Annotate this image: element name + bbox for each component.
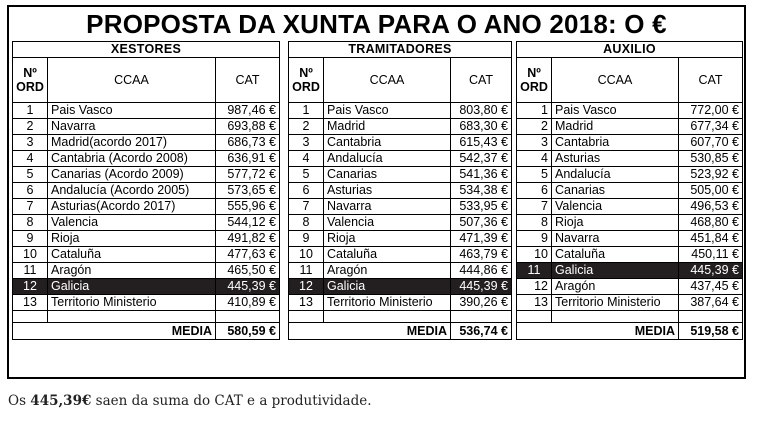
table-row xyxy=(13,183,280,199)
row-ord: 9 xyxy=(517,231,552,247)
row-ord: 4 xyxy=(13,151,48,167)
col-header-ccaa: CCAA xyxy=(48,58,216,103)
row-ccaa: Madrid(acordo 2017) xyxy=(48,135,216,151)
table-row xyxy=(289,167,512,183)
table-row xyxy=(13,263,280,279)
row-cat: 803,80 € xyxy=(451,103,512,119)
caption xyxy=(8,393,372,409)
row-ccaa: Territorio Ministerio xyxy=(48,295,216,311)
table-row xyxy=(289,135,512,151)
table-row xyxy=(517,167,743,183)
row-ccaa: Valencia xyxy=(48,215,216,231)
table-row xyxy=(517,263,743,279)
table-row xyxy=(289,199,512,215)
table-row xyxy=(289,215,512,231)
row-ord: 12 xyxy=(289,279,324,295)
panel-xestores xyxy=(12,41,280,340)
row-ord: 6 xyxy=(289,183,324,199)
row-cat: 530,85 € xyxy=(679,151,743,167)
table-row xyxy=(517,119,743,135)
row-ord: 11 xyxy=(289,263,324,279)
column-header-row xyxy=(13,58,280,103)
row-ord: 5 xyxy=(517,167,552,183)
media-value: 536,74 € xyxy=(451,323,512,340)
row-ord: 2 xyxy=(13,119,48,135)
row-ord: 1 xyxy=(13,103,48,119)
col-header-ccaa: CCAA xyxy=(324,58,451,103)
table-row xyxy=(517,103,743,119)
table-auxilio xyxy=(516,41,743,340)
col-header-ord-line2: ORD xyxy=(292,80,320,94)
blank-cell xyxy=(48,311,216,323)
row-ord: 12 xyxy=(517,279,552,295)
row-ccaa: Andalucía (Acordo 2005) xyxy=(48,183,216,199)
row-ccaa: Asturias xyxy=(324,183,451,199)
row-cat: 468,80 € xyxy=(679,215,743,231)
panel-header-row xyxy=(289,42,512,58)
row-ccaa: Galicia xyxy=(552,263,679,279)
row-ord: 13 xyxy=(289,295,324,311)
row-ccaa: Madrid xyxy=(324,119,451,135)
row-ord: 7 xyxy=(517,199,552,215)
row-ccaa: Cataluña xyxy=(324,247,451,263)
table-row xyxy=(517,279,743,295)
row-ccaa: Pais Vasco xyxy=(48,103,216,119)
row-ord: 8 xyxy=(289,215,324,231)
row-cat: 542,37 € xyxy=(451,151,512,167)
row-ord: 10 xyxy=(13,247,48,263)
table-row xyxy=(13,247,280,263)
row-ccaa: Aragón xyxy=(324,263,451,279)
table-row xyxy=(13,279,280,295)
row-ord: 6 xyxy=(517,183,552,199)
table-row xyxy=(289,183,512,199)
column-header-row xyxy=(289,58,512,103)
row-ccaa: Territorio Ministerio xyxy=(324,295,451,311)
row-ccaa: Rioja xyxy=(552,215,679,231)
row-ccaa: Aragón xyxy=(552,279,679,295)
table-row xyxy=(517,199,743,215)
row-cat: 444,86 € xyxy=(451,263,512,279)
table-row xyxy=(289,103,512,119)
row-cat: 463,79 € xyxy=(451,247,512,263)
row-ord: 11 xyxy=(13,263,48,279)
row-ccaa: Madrid xyxy=(552,119,679,135)
row-ccaa: Cantabria xyxy=(324,135,451,151)
row-cat: 437,45 € xyxy=(679,279,743,295)
blank-cell xyxy=(517,311,552,323)
media-label: MEDIA xyxy=(289,323,451,340)
row-cat: 607,70 € xyxy=(679,135,743,151)
row-cat: 496,53 € xyxy=(679,199,743,215)
row-cat: 451,84 € xyxy=(679,231,743,247)
row-ccaa: Cataluña xyxy=(48,247,216,263)
row-ccaa: Galicia xyxy=(48,279,216,295)
col-header-ord xyxy=(517,58,552,103)
table-row xyxy=(289,247,512,263)
row-ccaa: Rioja xyxy=(48,231,216,247)
blank-cell xyxy=(679,311,743,323)
row-cat: 390,26 € xyxy=(451,295,512,311)
row-cat: 555,96 € xyxy=(216,199,280,215)
row-cat: 693,88 € xyxy=(216,119,280,135)
blank-cell xyxy=(289,311,324,323)
row-ord: 9 xyxy=(289,231,324,247)
row-ord: 5 xyxy=(289,167,324,183)
row-ord: 11 xyxy=(517,263,552,279)
row-ord: 2 xyxy=(517,119,552,135)
row-cat: 533,95 € xyxy=(451,199,512,215)
row-ccaa: Asturias(Acordo 2017) xyxy=(48,199,216,215)
col-header-cat: CAT xyxy=(451,58,512,103)
table-row xyxy=(13,295,280,311)
row-cat: 491,82 € xyxy=(216,231,280,247)
table-row xyxy=(13,167,280,183)
row-ord: 4 xyxy=(289,151,324,167)
row-ord: 10 xyxy=(517,247,552,263)
col-header-cat: CAT xyxy=(679,58,743,103)
col-header-ord-line1: Nº xyxy=(527,66,541,80)
row-ord: 1 xyxy=(517,103,552,119)
row-ord: 5 xyxy=(13,167,48,183)
table-row xyxy=(13,135,280,151)
table-row xyxy=(13,231,280,247)
row-ord: 4 xyxy=(517,151,552,167)
media-row xyxy=(517,323,743,340)
row-ord: 6 xyxy=(13,183,48,199)
row-cat: 507,36 € xyxy=(451,215,512,231)
row-ccaa: Pais Vasco xyxy=(324,103,451,119)
table-row xyxy=(517,151,743,167)
blank-row xyxy=(517,311,743,323)
row-ord: 1 xyxy=(289,103,324,119)
row-cat: 450,11 € xyxy=(679,247,743,263)
media-label: MEDIA xyxy=(517,323,679,340)
media-value: 580,59 € xyxy=(216,323,280,340)
page-title: PROPOSTA DA XUNTA PARA O ANO 2018: O € xyxy=(86,9,667,39)
table-row xyxy=(289,119,512,135)
panel-header-row xyxy=(13,42,280,58)
row-cat: 477,63 € xyxy=(216,247,280,263)
table-row xyxy=(13,119,280,135)
table-row xyxy=(517,183,743,199)
table-row xyxy=(517,231,743,247)
row-cat: 772,00 € xyxy=(679,103,743,119)
row-cat: 534,38 € xyxy=(451,183,512,199)
panel-name: TRAMITADORES xyxy=(289,42,512,58)
document-table-sheet xyxy=(7,5,746,379)
table-row xyxy=(517,247,743,263)
row-ord: 9 xyxy=(13,231,48,247)
table-row xyxy=(13,215,280,231)
row-ord: 8 xyxy=(13,215,48,231)
col-header-ord-line2: ORD xyxy=(520,80,548,94)
panel-name: AUXILIO xyxy=(517,42,743,58)
row-ord: 7 xyxy=(13,199,48,215)
panel-auxilio xyxy=(516,41,743,340)
column-header-row xyxy=(517,58,743,103)
media-row xyxy=(289,323,512,340)
caption-prefix: Os xyxy=(8,393,31,409)
table-row xyxy=(13,103,280,119)
caption-amount: 445,39€ xyxy=(30,393,92,409)
row-ccaa: Navarra xyxy=(48,119,216,135)
table-row xyxy=(289,279,512,295)
table-row xyxy=(289,263,512,279)
col-header-ord-line1: Nº xyxy=(299,66,313,80)
row-cat: 544,12 € xyxy=(216,215,280,231)
row-cat: 577,72 € xyxy=(216,167,280,183)
table-tramitadores xyxy=(288,41,512,340)
row-ccaa: Valencia xyxy=(552,199,679,215)
panel-tramitadores xyxy=(288,41,512,340)
row-cat: 636,91 € xyxy=(216,151,280,167)
col-header-ord xyxy=(13,58,48,103)
table-row xyxy=(289,151,512,167)
row-ccaa: Galicia xyxy=(324,279,451,295)
media-value: 519,58 € xyxy=(679,323,743,340)
table-row xyxy=(289,231,512,247)
media-label: MEDIA xyxy=(13,323,216,340)
row-ccaa: Cantabria xyxy=(552,135,679,151)
row-ccaa: Asturias xyxy=(552,151,679,167)
table-row xyxy=(13,199,280,215)
blank-cell xyxy=(552,311,679,323)
table-xestores xyxy=(12,41,280,340)
row-ord: 13 xyxy=(517,295,552,311)
blank-cell xyxy=(451,311,512,323)
row-cat: 573,65 € xyxy=(216,183,280,199)
row-ccaa: Valencia xyxy=(324,215,451,231)
row-cat: 523,92 € xyxy=(679,167,743,183)
row-cat: 683,30 € xyxy=(451,119,512,135)
row-cat: 445,39 € xyxy=(679,263,743,279)
table-row xyxy=(13,151,280,167)
row-cat: 677,34 € xyxy=(679,119,743,135)
row-ccaa: Andalucía xyxy=(324,151,451,167)
row-ccaa: Rioja xyxy=(324,231,451,247)
row-cat: 987,46 € xyxy=(216,103,280,119)
caption-text: saen da suma do CAT e a produtividade. xyxy=(91,393,372,409)
col-header-ord-line1: Nº xyxy=(23,66,37,80)
row-ord: 3 xyxy=(13,135,48,151)
row-cat: 387,64 € xyxy=(679,295,743,311)
col-header-ord-line2: ORD xyxy=(16,80,44,94)
col-header-cat: CAT xyxy=(216,58,280,103)
row-ord: 7 xyxy=(289,199,324,215)
table-row xyxy=(517,295,743,311)
row-ord: 13 xyxy=(13,295,48,311)
blank-row xyxy=(13,311,280,323)
row-cat: 541,36 € xyxy=(451,167,512,183)
row-cat: 410,89 € xyxy=(216,295,280,311)
col-header-ord xyxy=(289,58,324,103)
row-ccaa: Navarra xyxy=(324,199,451,215)
blank-cell xyxy=(13,311,48,323)
row-cat: 465,50 € xyxy=(216,263,280,279)
row-cat: 615,43 € xyxy=(451,135,512,151)
row-ord: 3 xyxy=(289,135,324,151)
media-row xyxy=(13,323,280,340)
blank-cell xyxy=(324,311,451,323)
row-ord: 12 xyxy=(13,279,48,295)
row-cat: 445,39 € xyxy=(216,279,280,295)
row-ccaa: Aragón xyxy=(48,263,216,279)
row-cat: 686,73 € xyxy=(216,135,280,151)
row-ord: 3 xyxy=(517,135,552,151)
row-ccaa: Cantabria (Acordo 2008) xyxy=(48,151,216,167)
row-ccaa: Andalucía xyxy=(552,167,679,183)
table-row xyxy=(289,295,512,311)
row-ord: 2 xyxy=(289,119,324,135)
row-cat: 505,00 € xyxy=(679,183,743,199)
col-header-ccaa: CCAA xyxy=(552,58,679,103)
row-ccaa: Canarias (Acordo 2009) xyxy=(48,167,216,183)
row-ord: 10 xyxy=(289,247,324,263)
row-ccaa: Navarra xyxy=(552,231,679,247)
panel-header-row xyxy=(517,42,743,58)
row-cat: 445,39 € xyxy=(451,279,512,295)
row-ccaa: Pais Vasco xyxy=(552,103,679,119)
table-row xyxy=(517,135,743,151)
blank-cell xyxy=(216,311,280,323)
row-ccaa: Canarias xyxy=(324,167,451,183)
row-ccaa: Canarias xyxy=(552,183,679,199)
row-ccaa: Territorio Ministerio xyxy=(552,295,679,311)
table-row xyxy=(517,215,743,231)
row-ccaa: Cataluña xyxy=(552,247,679,263)
panel-name: XESTORES xyxy=(13,42,280,58)
row-ord: 8 xyxy=(517,215,552,231)
row-cat: 471,39 € xyxy=(451,231,512,247)
blank-row xyxy=(289,311,512,323)
